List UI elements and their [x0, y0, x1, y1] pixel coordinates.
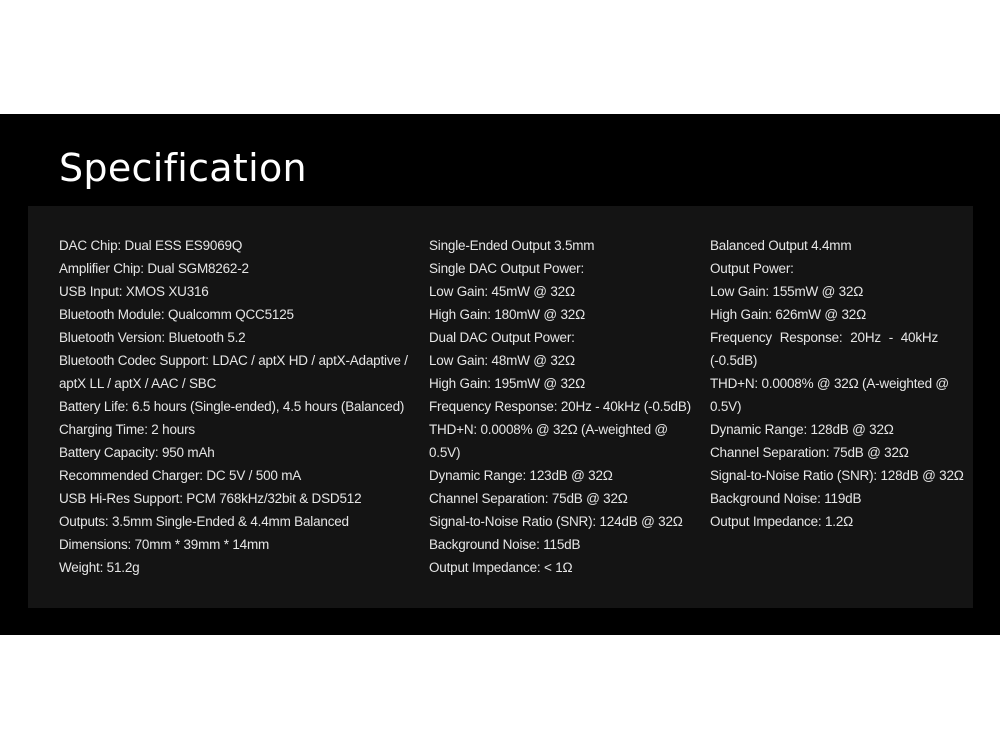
- spec-heading: Single-Ended Output 3.5mm: [429, 238, 595, 253]
- spec-line: 0.5V): [710, 399, 742, 414]
- spec-line: Signal-to-Noise Ratio (SNR): 128dB @ 32Ω: [710, 468, 964, 483]
- spec-line: Frequency Response: 20Hz - 40kHz (-0.5dB): [429, 399, 691, 414]
- spec-line: Output Impedance: 1.2Ω: [710, 514, 854, 529]
- spec-line: High Gain: 626mW @ 32Ω: [710, 307, 866, 322]
- spec-line: Weight: 51.2g: [59, 560, 140, 575]
- spec-line: Bluetooth Codec Support: LDAC / aptX HD / aptX-Adaptive /: [59, 353, 408, 368]
- spec-line: Single DAC Output Power:: [429, 261, 585, 276]
- spec-line: Low Gain: 45mW @ 32Ω: [429, 284, 575, 299]
- spec-line: Dynamic Range: 123dB @ 32Ω: [429, 468, 613, 483]
- spec-line: High Gain: 195mW @ 32Ω: [429, 376, 585, 391]
- spec-line: Recommended Charger: DC 5V / 500 mA: [59, 468, 302, 483]
- spec-line: Battery Life: 6.5 hours (Single-ended), 4.5 hours (Balanced): [59, 399, 405, 414]
- spec-line: Background Noise: 115dB: [429, 537, 581, 552]
- spec-line: Low Gain: 48mW @ 32Ω: [429, 353, 575, 368]
- spec-line: DAC Chip: Dual ESS ES9069Q: [59, 238, 243, 253]
- spec-line: USB Input: XMOS XU316: [59, 284, 209, 299]
- spec-line: Background Noise: 119dB: [710, 491, 862, 506]
- spec-line: THD+N: 0.0008% @ 32Ω (A-weighted @: [710, 376, 949, 391]
- spec-line: Channel Separation: 75dB @ 32Ω: [710, 445, 909, 460]
- spec-line: Signal-to-Noise Ratio (SNR): 124dB @ 32Ω: [429, 514, 683, 529]
- spec-line: (-0.5dB): [710, 353, 758, 368]
- spec-line: Dynamic Range: 128dB @ 32Ω: [710, 422, 894, 437]
- spec-line: Frequency Response: 20Hz - 40kHz: [710, 330, 938, 345]
- section-title: Specification: [59, 146, 307, 190]
- spec-line: Bluetooth Module: Qualcomm QCC5125: [59, 307, 294, 322]
- spec-line: Amplifier Chip: Dual SGM8262-2: [59, 261, 249, 276]
- spec-heading: Balanced Output 4.4mm: [710, 238, 852, 253]
- spec-line: aptX LL / aptX / AAC / SBC: [59, 376, 217, 391]
- balanced-specs-list: [710, 234, 964, 533]
- spec-line: Output Power:: [710, 261, 794, 276]
- spec-line: Bluetooth Version: Bluetooth 5.2: [59, 330, 246, 345]
- spec-line: THD+N: 0.0008% @ 32Ω (A-weighted @: [429, 422, 668, 437]
- spec-line: Outputs: 3.5mm Single-Ended & 4.4mm Balanced: [59, 514, 349, 529]
- spec-line: Low Gain: 155mW @ 32Ω: [710, 284, 864, 299]
- spec-line: USB Hi-Res Support: PCM 768kHz/32bit & DSD512: [59, 491, 362, 506]
- spec-line: Channel Separation: 75dB @ 32Ω: [429, 491, 628, 506]
- general-specs-list: [59, 234, 408, 579]
- spec-line: Battery Capacity: 950 mAh: [59, 445, 215, 460]
- spec-line: Output Impedance: < 1Ω: [429, 560, 573, 575]
- single-ended-specs-list: [429, 234, 691, 579]
- spec-line: High Gain: 180mW @ 32Ω: [429, 307, 585, 322]
- spec-line: Dimensions: 70mm * 39mm * 14mm: [59, 537, 270, 552]
- spec-line: 0.5V): [429, 445, 461, 460]
- spec-line: Dual DAC Output Power:: [429, 330, 575, 345]
- spec-line: Charging Time: 2 hours: [59, 422, 195, 437]
- spec-panel: [28, 206, 973, 608]
